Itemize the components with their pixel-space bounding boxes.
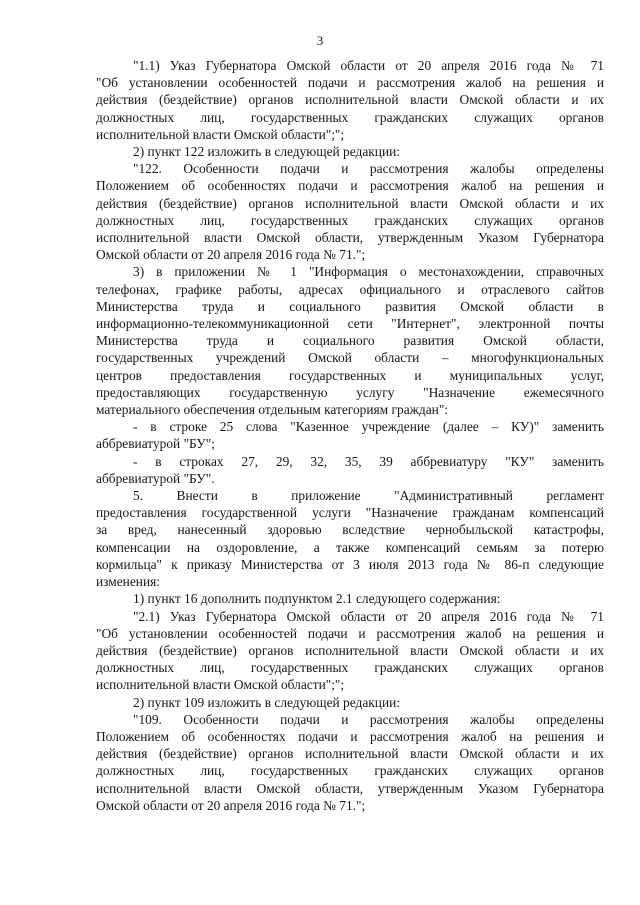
text-line: "Об установлении особенностей подачи и рассмотрения жалоб на решения и <box>96 625 604 641</box>
text-line: предоставления государственной услуги "Назначение гражданам компенсаций <box>96 505 604 521</box>
text-line: "109. Особенности подачи и рассмотрения жалобы определены <box>133 711 604 727</box>
text-line: "Об установлении особенностей подачи и рассмотрения жалоб на решения и <box>96 75 604 91</box>
text-line: исполнительной власти Омской области";"; <box>96 126 345 142</box>
text-line: за вред, нанесенный здоровью вследствие чернобыльской катастрофы, <box>96 522 604 538</box>
text-line: действия (бездействие) органов исполнительной власти Омской области и их <box>96 746 604 762</box>
text-line: "122. Особенности подачи и рассмотрения жалобы определены <box>133 161 604 177</box>
text-line: действия (бездействие) органов исполнительной власти Омской области и их <box>96 92 604 108</box>
text-line: центров предоставления государственных и муниципальных услуг, <box>96 367 604 383</box>
text-line: компенсации на оздоровление, а также компенсаций семьям за потерю <box>96 539 604 555</box>
text-line: - в строках 27, 29, 32, 35, 39 аббревиатуру "КУ" заменить <box>133 453 604 469</box>
text-line: Министерства труда и социального развития Омской области в <box>96 298 604 314</box>
text-line: должностных лиц, государственных гражданских служащих органов <box>96 109 604 125</box>
text-line: 1) пункт 16 дополнить подпунктом 2.1 следующего содержания: <box>133 591 501 607</box>
text-line: исполнительной власти Омской области, утвержденным Указом Губернатора <box>96 780 604 796</box>
text-line: действия (бездействие) органов исполнительной власти Омской области и их <box>96 642 604 658</box>
text-line: 2) пункт 109 изложить в следующей редакции: <box>133 694 401 710</box>
text-line: материального обеспечения отдельным категориям граждан": <box>96 402 448 418</box>
text-line: действия (бездействие) органов исполнительной власти Омской области и их <box>96 195 604 211</box>
text-line: Омской области от 20 апреля 2016 года № 71."; <box>96 797 366 813</box>
text-line: телефонах, графике работы, адресах официального и отраслевого сайтов <box>96 281 604 297</box>
text-line: Министерства труда и социального развития Омской области, <box>96 333 604 349</box>
text-line: Положением об особенностях подачи и рассмотрения жалоб на решения и <box>96 178 604 194</box>
text-line: исполнительной власти Омской области";"; <box>96 677 345 693</box>
text-line: изменения: <box>96 574 161 590</box>
text-line: 5. Внести в приложение "Административный регламент <box>133 488 604 504</box>
text-line: 2) пункт 122 изложить в следующей редакции: <box>133 144 401 160</box>
text-line: предоставляющих государственную услугу "Назначение ежемесячного <box>96 384 604 400</box>
text-line: аббревиатурой "БУ". <box>96 470 215 486</box>
page-number: 3 <box>316 33 324 48</box>
text-line: государственных учреждений Омской области – многофункциональных <box>96 350 604 366</box>
text-line: должностных лиц, государственных гражданских служащих органов <box>96 763 604 779</box>
text-line: Положением об особенностях подачи и рассмотрения жалоб на решения и <box>96 728 604 744</box>
text-line: исполнительной власти Омской области, утвержденным Указом Губернатора <box>96 230 604 246</box>
text-line: Омской области от 20 апреля 2016 года № 71."; <box>96 247 366 263</box>
text-line: "1.1) Указ Губернатора Омской области от 20 апреля 2016 года № 71 <box>133 58 604 73</box>
document-body <box>96 57 604 814</box>
text-line: 3) в приложении № 1 "Информация о местонахождении, справочных <box>133 264 604 280</box>
text-line: должностных лиц, государственных гражданских служащих органов <box>96 212 604 228</box>
text-line: "2.1) Указ Губернатора Омской области от 20 апреля 2016 года № 71 <box>133 608 604 624</box>
text-line: должностных лиц, государственных гражданских служащих органов <box>96 660 604 676</box>
text-line: информационно-телекоммуникационной сети "Интернет", электронной почты <box>96 316 604 332</box>
text-line: аббревиатурой "БУ"; <box>96 436 215 452</box>
text-line: кормильца" к приказу Министерства от 3 июля 2013 года № 86-п следующие <box>96 556 604 572</box>
text-line: - в строке 25 слова "Казенное учреждение (далее – КУ)" заменить <box>133 419 604 435</box>
